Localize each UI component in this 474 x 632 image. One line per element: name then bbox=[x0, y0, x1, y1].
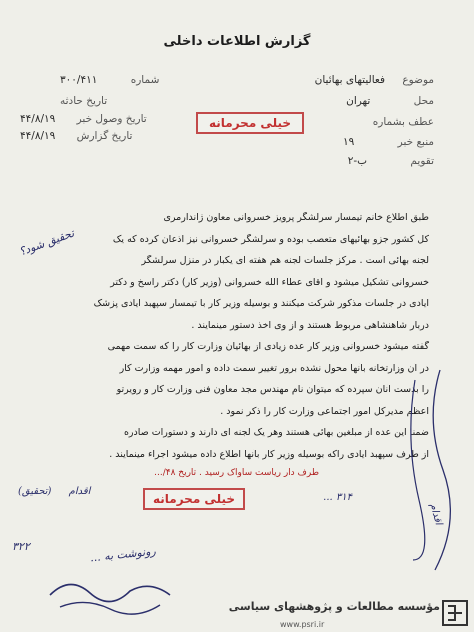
institute-name: مؤسسه مطالعات و پژوهشهای سیاسی bbox=[228, 600, 440, 613]
footer bbox=[20, 600, 440, 620]
report-date-label: تاریخ گزارش bbox=[76, 130, 133, 142]
source-value: ۱۹ bbox=[343, 136, 355, 148]
reference-numbers: ۳۱۴ ... bbox=[323, 492, 352, 503]
number-value: ۳۰۰/۴۱۱ bbox=[60, 74, 98, 86]
received-date-value: ۴۴/۸/۱۹ bbox=[20, 113, 56, 125]
document-title: گزارش اطلاعات داخلی bbox=[163, 34, 311, 49]
body-line: ایادی در جلسات مذکور شرکت میکنند و بوسیله وزیر کار با تیمسار سپهبد ایادی پزشک bbox=[93, 298, 429, 309]
received-date-label: تاریخ وصول خبر bbox=[76, 113, 147, 125]
number-field bbox=[60, 74, 159, 86]
ref-field bbox=[373, 116, 434, 128]
place-label: محل bbox=[413, 95, 434, 107]
incident-date-field bbox=[60, 95, 107, 107]
report-date-field bbox=[20, 130, 132, 142]
source-field bbox=[343, 136, 434, 148]
handwritten-note-inquiry: تحقیق شود؟ bbox=[17, 226, 76, 259]
subject-field bbox=[315, 74, 434, 86]
ref-label: عطف بشماره bbox=[372, 116, 434, 128]
body-line: خسروانی تشکیل میشود و آقای عطاء الله خسروانی (وزیر کار) دکتر راسخ و دکتر bbox=[110, 276, 429, 288]
body-line: اعظم مدیرکل امور اجتماعی وزارت کار را ذکر نمود . bbox=[220, 405, 429, 417]
incident-date-label: تاریخ حادثه bbox=[60, 95, 108, 107]
report-date-value: ۴۴/۸/۱۹ bbox=[20, 130, 56, 142]
confidential-stamp-top: خیلی محرمانه bbox=[196, 112, 304, 134]
eval-value: ب-۲ bbox=[347, 155, 368, 167]
confidential-stamp-bottom: خیلی محرمانه bbox=[143, 488, 245, 510]
body-line: کل کشور جزو بهائیهای متعصب بوده و سرلشگر خسروانی نیز اذعان کرده که یک bbox=[112, 233, 429, 245]
handwritten-code: ۳۲۲ bbox=[12, 540, 30, 553]
handwritten-inquiry: (تحقیق) bbox=[18, 486, 52, 497]
received-date-field bbox=[20, 113, 147, 125]
number-label: شماره bbox=[130, 74, 160, 86]
handwritten-margin-scribbles bbox=[395, 360, 465, 580]
eval-label: تقویم bbox=[410, 155, 434, 167]
body-line: از طرف سپهبد ایادی راکه بوسیله وزیر کار بآنها اطلاع داده میشود اجراء مینمایند . bbox=[109, 448, 429, 460]
institute-logo-icon bbox=[442, 600, 468, 626]
body-line: ضمنا این عده از مبلغین بهائی هستند وهر یک لجنه ای دارند و دستورات صادره bbox=[123, 427, 429, 438]
institute-url: www.psri.ir bbox=[280, 620, 325, 629]
place-value: تهران bbox=[346, 95, 371, 107]
red-handwritten-note: طرف دار ریاست ساواک رسید . تاریخ ۴۸/... bbox=[154, 468, 319, 478]
body-line: در آن وزارتخانه بآنها محول نشده برور تغییر سمت داده و امور مهمه وزارت کار bbox=[119, 362, 429, 374]
handwritten-margin-right-text: اقدام bbox=[427, 502, 444, 527]
source-label: منبع خبر bbox=[397, 136, 434, 148]
place-field bbox=[346, 95, 434, 107]
body-line: گفته میشود خسروانی وزیر کار عده زیادی از بهائیان وزارت کار را که سمت مهمی bbox=[107, 341, 429, 352]
handwritten-follow-up bbox=[18, 486, 90, 497]
eval-field bbox=[348, 155, 434, 167]
handwritten-cc: رونوشت به ... bbox=[89, 544, 157, 565]
body-line: طبق اطلاع خانم تیمسار سرلشگر پرویز خسروانی معاون ژاندارمری bbox=[163, 212, 429, 223]
body-line: را بدست آنان سپرده که میتوان نام مهندس مجد معاون فنی وزارت کار و رویرتو bbox=[116, 384, 429, 395]
body-line: لجنه بهائی است . مرکز جلسات لجنه هم هفته ای یکبار در منزل سرلشگر bbox=[141, 255, 429, 266]
body-line: دربار شاهنشاهی مربوط هستند و از وی اخذ دستور مینمایند . bbox=[191, 319, 429, 331]
subject-label: موضوع bbox=[402, 74, 434, 86]
subject-value: فعالیتهای بهائیان bbox=[314, 74, 385, 86]
handwritten-action: اقدام bbox=[68, 486, 91, 497]
